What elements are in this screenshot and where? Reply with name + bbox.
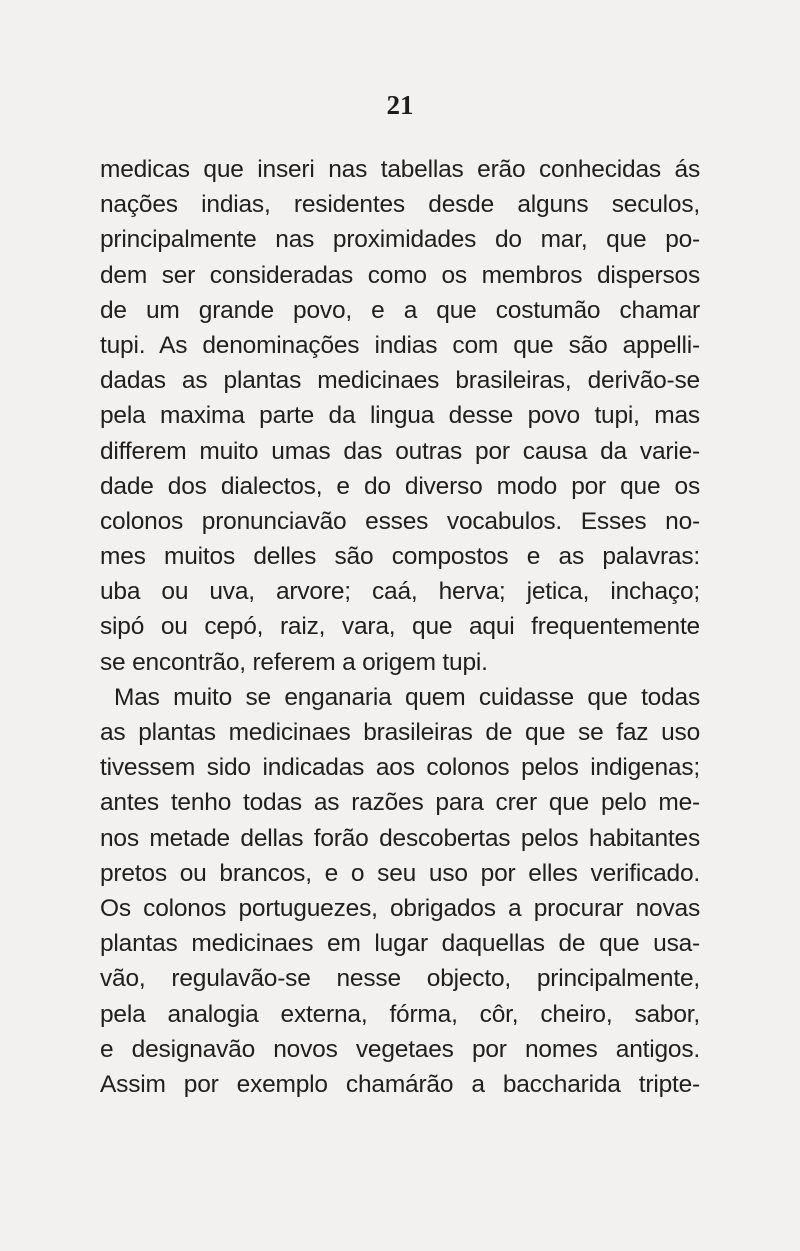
text-line: sipó ou cepó, raiz, vara, que aqui frequentemente	[100, 613, 700, 641]
text-line: nos metade dellas forão descobertas pelos habitantes	[100, 824, 700, 852]
text-line: as plantas medicinaes brasileiras de que se faz uso	[100, 719, 700, 746]
text-line: pela analogia externa, fórma, côr, cheiro, sabor,	[100, 1000, 700, 1028]
text-line: dade dos dialectos, e do diverso modo por que os	[100, 472, 700, 500]
page-number: 21	[386, 90, 414, 120]
text-line: Os colonos portuguezes, obrigados a procurar novas	[100, 894, 700, 922]
text-line: tupi. As denominações indias com que são appelli-	[100, 331, 700, 359]
text-line: antes tenho todas as razões para crer que pelo me-	[100, 789, 700, 817]
text-line: differem muito umas das outras por causa da varie-	[100, 437, 700, 465]
text-line: nações indias, residentes desde alguns seculos,	[100, 191, 700, 219]
text-line: Mas muito se enganaria quem cuidasse que todas	[114, 683, 700, 711]
text-line: uba ou uva, arvore; caá, herva; jetica, inchaço;	[100, 578, 700, 606]
text-line: pretos ou brancos, e o seu uso por elles verificado.	[100, 859, 700, 887]
body-text	[100, 152, 700, 1102]
text-line: medicas que inseri nas tabellas erão conhecidas ás	[100, 156, 700, 183]
text-line: tivessem sido indicadas aos colonos pelos indigenas;	[100, 754, 700, 782]
text-line: mes muitos delles são compostos e as palavras:	[100, 543, 700, 571]
text-line: colonos pronunciavão esses vocabulos. Esses no-	[100, 507, 700, 535]
text-line: Assim por exemplo chamárão a baccharida tripte-	[100, 1070, 700, 1098]
text-line: vão, regulavão-se nesse objecto, principalmente,	[100, 965, 700, 993]
text-line: de um grande povo, e a que costumão chamar	[100, 296, 700, 324]
text-line: se encontrão, referem a origem tupi.	[100, 648, 488, 676]
text-line: e designavão novos vegetaes por nomes antigos.	[100, 1035, 700, 1063]
text-line: dem ser consideradas como os membros dispersos	[100, 261, 700, 289]
text-line: principalmente nas proximidades do mar, que po-	[100, 226, 700, 254]
text-line: dadas as plantas medicinaes brasileiras, derivão-se	[100, 367, 700, 395]
text-line: pela maxima parte da lingua desse povo tupi, mas	[100, 402, 700, 430]
text-line: plantas medicinaes em lugar daquellas de que usa-	[100, 930, 700, 958]
